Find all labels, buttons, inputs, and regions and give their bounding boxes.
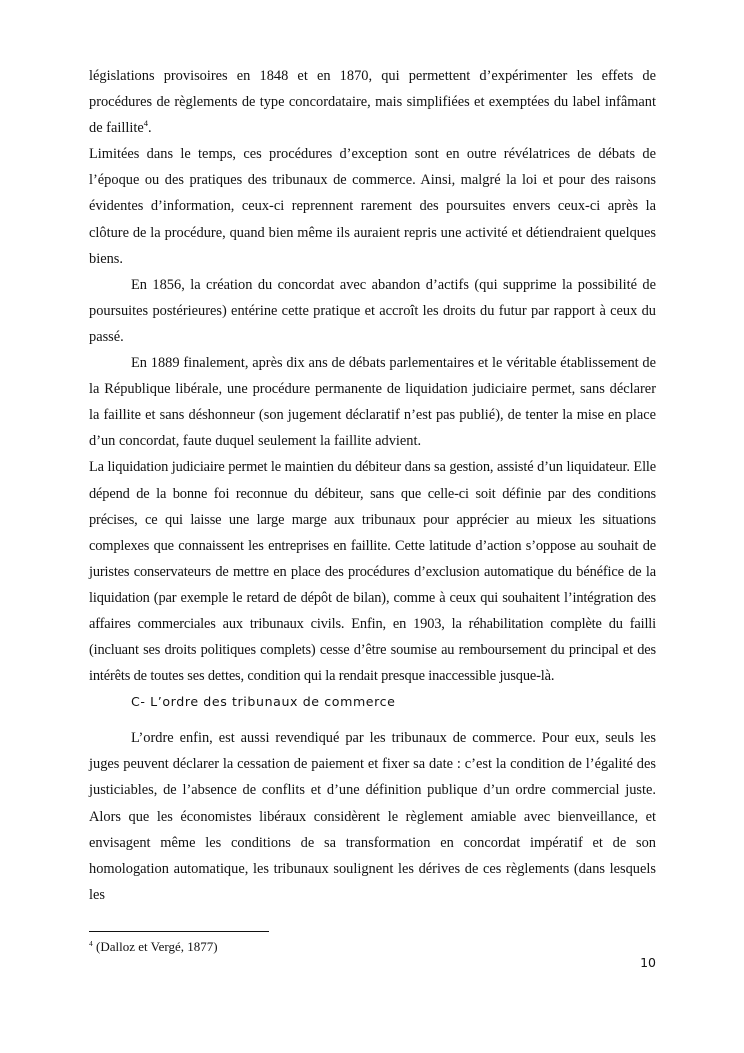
footnote-divider (89, 931, 269, 932)
paragraph-2: Limitées dans le temps, ces procédures d’exception sont en outre révélatrices de débats de l’époque ou des pratiques des tribunaux de commerce. Ainsi, malgré la loi et pour des raisons évidentes d’information, ceux-ci reprennent rarement des poursuites envers ceux-ci après la clôture de la procédure, quand bien même ils auraient repris une activité et détiendraient quelques biens. (89, 146, 656, 267)
paragraph-1: législations provisoires en 1848 et en 1870, qui permettent d’expérimenter les effets de procédures de règlements de type concordataire, mais simplifiées et exemptées du label infâmant de faillite$^4$. (89, 68, 656, 137)
footnote-number: 4 (89, 939, 93, 948)
footnote-reference[interactable]: 4 (143, 118, 148, 129)
footnote-text: (Dalloz et Vergé, 1877) (92, 939, 218, 954)
footnote (89, 938, 218, 956)
paragraph-4: En 1889 finalement, après dix ans de débats parlementaires et le véritable établissement de la République libérale, une procédure permanente de liquidation judiciaire permet, sans déclarer la faillite et sans déshonneur (son jugement déclaratif n’est pas publié), de tenter la mise en place d’un concordat, faute duquel seulement la faillite advient. (89, 355, 656, 450)
paragraph-5: La liquidation judiciaire permet le maintien du débiteur dans sa gestion, assisté d’un liquidateur. Elle dépend de la bonne foi reconnue du débiteur, sans que celle-ci soit définie par des conditions précises, ce qui laisse une large marge aux tribunaux pour apprécier au mieux les situations complexes que connaissent les entreprises en faillite. Cette latitude d’action s’oppose au souhait de juristes conservateurs de mettre en place des procédures d’exclusion automatique du bénéfice de la liquidation (par exemple le retard de dépôt de bilan), comme à ceux qui souhaitent l’intégration des affaires commerciales aux tribunaux civils. Enfin, en 1903, la réhabilitation complète du failli (incluant ses droits politiques complets) cesse d’être soumise au remboursement du principal et des intérêts de toutes ses dettes, condition qui la rendait presque inaccessible jusque-là. (89, 459, 656, 685)
paragraph-3: En 1856, la création du concordat avec abandon d’actifs (qui supprime la possibilité de poursuites postérieures) entérine cette pratique et accroît les droits du futur par rapport à ceux du passé. (89, 276, 656, 345)
paragraph-6: L’ordre enfin, est aussi revendiqué par les tribunaux de commerce. Pour eux, seuls les juges peuvent déclarer la cessation de paiement et fixer sa date : c’est la condition de l’égalité des justiciables, de l’absence de conflits et d’une définition publique d’un ordre commercial juste. Alors que les économistes libéraux considèrent le règlement amiable avec bienveillance, et envisagent même les conditions de sa transformation en concordat impératif et de son homologation automatique, les tribunaux soulignent les dérives de ces règlements (dans lesquels les (89, 730, 656, 903)
page-number: 10 (640, 955, 656, 970)
section-heading: C- L’ordre des tribunaux de commerce (131, 694, 396, 710)
body-text (89, 63, 656, 908)
